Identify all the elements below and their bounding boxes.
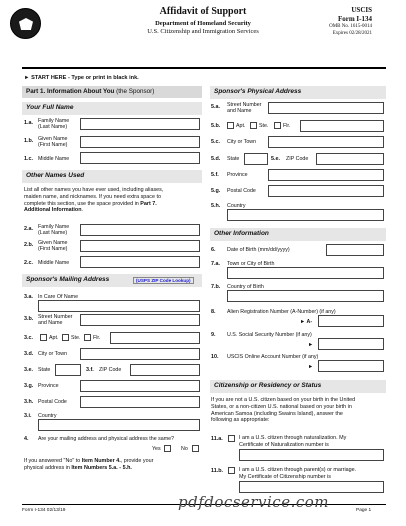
physical-postal-input[interactable] [268, 185, 384, 197]
given-name-input[interactable] [80, 136, 200, 148]
mailing-province-input[interactable] [80, 380, 200, 392]
physical-apt-checkbox[interactable] [227, 122, 234, 129]
online-account-input[interactable] [318, 360, 384, 372]
other-family-name-input[interactable] [80, 224, 200, 236]
other-middle-name-input[interactable] [80, 256, 200, 268]
mailing-apt-checkbox[interactable] [40, 334, 47, 341]
physical-unit-input[interactable] [300, 120, 384, 132]
physical-state-select[interactable] [244, 153, 268, 165]
mailing-postal-input[interactable] [80, 396, 200, 408]
other-names-intro: List all other names you have ever used, including aliases, maiden name, and nicknames. If you need extra space to complete this section, use the space provided in Part 7. Additional Information. [24, 187, 164, 214]
other-given-name-input[interactable] [80, 240, 200, 252]
footer-form: Form I-134 02/13/19 [22, 508, 66, 513]
family-name-input[interactable] [80, 118, 200, 130]
country-of-birth-input[interactable] [227, 290, 384, 302]
start-here: ► START HERE - Type or print in black ink. [24, 75, 139, 81]
physical-city-input[interactable] [268, 136, 384, 148]
usps-lookup-link[interactable]: (USPS ZIP Code Lookup) [133, 277, 194, 284]
part1-header: Part 1. Information About You (the Sponsor) [22, 86, 202, 98]
full-name-header: Your Full Name [22, 102, 202, 115]
mailing-flr-checkbox[interactable] [84, 334, 91, 341]
family-name-label: Family Name (Last Name) [38, 118, 70, 130]
mailing-state-select[interactable] [55, 364, 81, 376]
ssn-input[interactable] [318, 338, 384, 350]
physical-province-input[interactable] [268, 169, 384, 181]
form-number: Form I-134 [337, 15, 372, 23]
physical-zip-input[interactable] [316, 153, 384, 165]
same-address-no-checkbox[interactable] [192, 445, 199, 452]
middle-name-input[interactable] [80, 152, 200, 164]
mailing-street-input[interactable] [80, 314, 200, 326]
same-address-yes-checkbox[interactable] [164, 445, 171, 452]
footer-page: Page 1 [356, 508, 372, 513]
mailing-zip-input[interactable] [130, 364, 200, 376]
other-names-header: Other Names Used [22, 170, 202, 183]
physical-address-note: If you answered "No" to Item Number 4., provide your physical address in Item Numbers 5.a. - 5.h. [24, 458, 154, 471]
header-rule [22, 67, 386, 69]
citizenship-number-input[interactable] [239, 481, 384, 493]
physical-ste-checkbox[interactable] [250, 122, 257, 129]
watermark: pdfdocservice.com [178, 493, 330, 511]
omb-number: OMB No. 1615-0014 [329, 24, 372, 29]
a-number-input[interactable] [318, 315, 384, 327]
naturalization-number-input[interactable] [239, 449, 384, 461]
physical-street-input[interactable] [268, 102, 384, 114]
physical-country-input[interactable] [227, 209, 384, 221]
org: USCIS [351, 6, 372, 14]
physical-header: Sponsor's Physical Address [210, 86, 386, 99]
dob-input[interactable] [326, 244, 384, 256]
form-title: Affidavit of Support [159, 6, 247, 17]
other-info-header: Other Information [210, 228, 386, 241]
expires: Expires 02/28/2021 [332, 31, 372, 36]
mailing-unit-input[interactable] [110, 332, 200, 344]
department: Department of Homeland Security [155, 20, 251, 27]
naturalization-checkbox[interactable] [228, 435, 235, 442]
physical-flr-checkbox[interactable] [274, 122, 281, 129]
given-name-label: Given Name (First Name) [38, 136, 68, 148]
mailing-ste-checkbox[interactable] [62, 334, 69, 341]
city-of-birth-input[interactable] [227, 267, 384, 279]
mailing-country-input[interactable] [38, 419, 200, 431]
citizenship-parent-checkbox[interactable] [228, 467, 235, 474]
middle-name-label: Middle Name [38, 156, 70, 162]
mailing-city-input[interactable] [80, 348, 200, 360]
citizenship-header: Citizenship or Residency or Status [210, 380, 386, 393]
citizenship-intro: If you are not a U.S. citizen based on your birth in the United States, or a non-citizen U.S. national based on your birth in American Samoa (including Swains Island), answer the following as appropriate: [211, 397, 356, 424]
mailing-header: Sponsor's Mailing Address [22, 274, 202, 287]
agency: U.S. Citizenship and Immigration Services [147, 28, 259, 35]
in-care-of-input[interactable] [38, 300, 200, 312]
